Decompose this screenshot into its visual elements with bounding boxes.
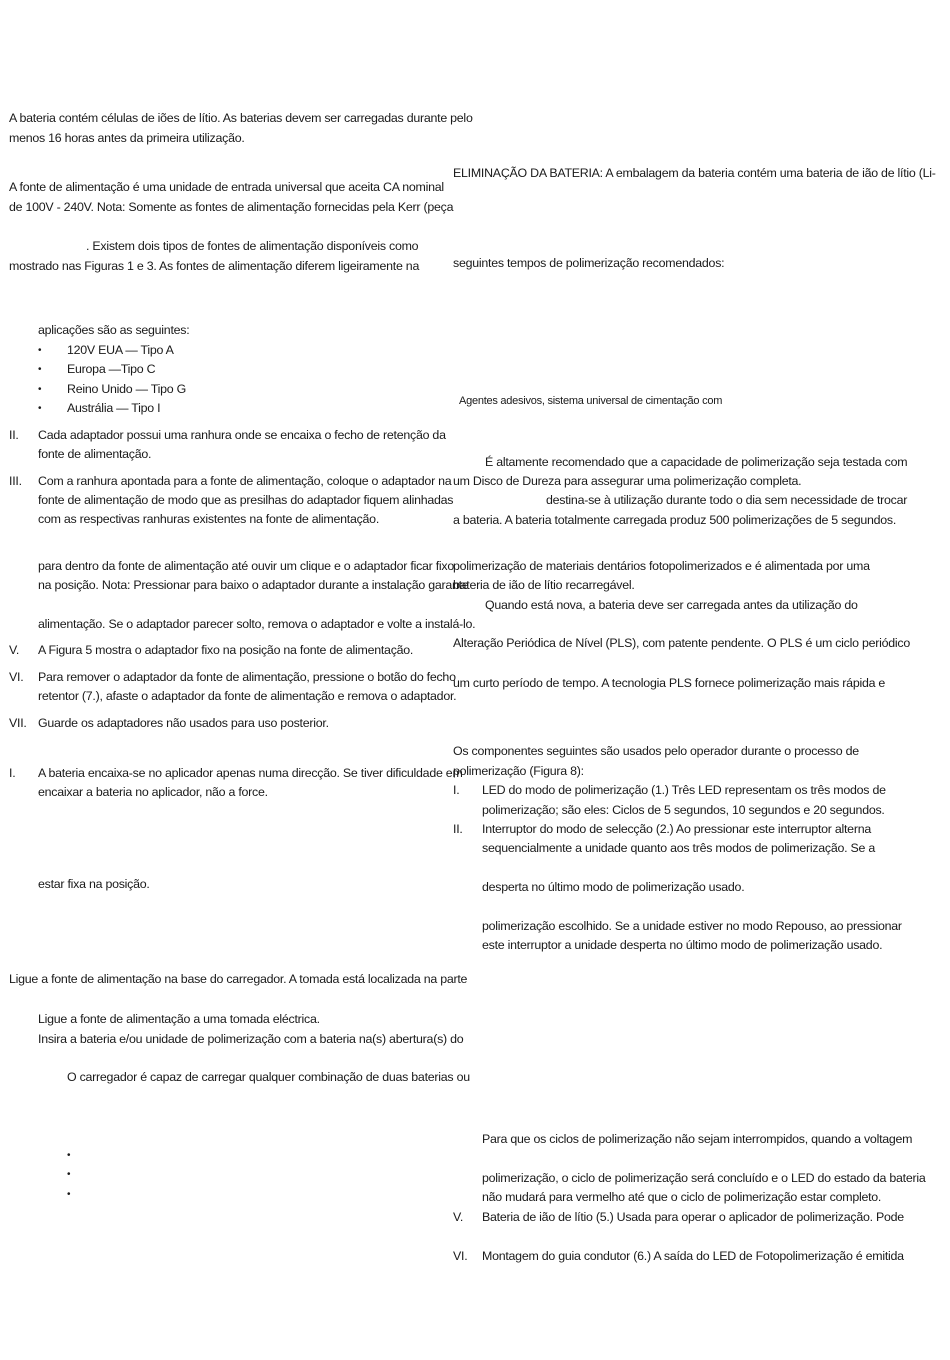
- text-line: aplicações são as seguintes:: [38, 323, 190, 337]
- text-line: Bateria de ião de lítio (5.) Usada para operar o aplicador de polimerização. Pode: [482, 1210, 904, 1224]
- text-line: retentor (7.), afaste o adaptador da fonte de alimentação e remova o adaptador.: [38, 689, 457, 703]
- text-line: Para que os ciclos de polimerização não sejam interrompidos, quando a voltagem: [482, 1132, 913, 1146]
- text-line: de 100V - 240V. Nota: Somente as fontes de alimentação fornecidas pela Kerr (peça: [9, 200, 454, 214]
- text-line: bateria de ião de lítio recarregável.: [453, 578, 635, 592]
- list-number: I.: [9, 766, 16, 780]
- text-line: Guarde os adaptadores não usados para uso posterior.: [38, 716, 329, 730]
- list-item: Europa —Tipo C: [67, 362, 156, 376]
- text-line: Alteração Periódica de Nível (PLS), com patente pendente. O PLS é um ciclo periódico: [453, 636, 910, 650]
- text-line: polimerização escolhido. Se a unidade estiver no modo Repouso, ao pressionar: [482, 919, 902, 933]
- text-line: para dentro da fonte de alimentação até ouvir um clique e o adaptador ficar fixo: [38, 559, 455, 573]
- bullet: •: [38, 364, 42, 375]
- text-line: Quando está nova, a bateria deve ser carregada antes da utilização do: [485, 598, 858, 612]
- text-line: menos 16 horas antes da primeira utilização.: [9, 131, 245, 145]
- text-line: alimentação. Se o adaptador parecer solto, remova o adaptador e volte a instalá-lo.: [38, 617, 476, 631]
- text-line: Montagem do guia condutor (6.) A saída do LED de Fotopolimerização é emitida: [482, 1249, 904, 1263]
- text-line: Insira a bateria e/ou unidade de polimerização com a bateria na(s) abertura(s) do: [38, 1032, 464, 1046]
- text-line: um Disco de Dureza para assegurar uma polimerização completa.: [453, 474, 802, 488]
- text-line: encaixar a bateria no aplicador, não a force.: [38, 785, 268, 799]
- text-line: destina-se à utilização durante todo o dia sem necessidade de trocar: [546, 493, 908, 507]
- text-line: A fonte de alimentação é uma unidade de entrada universal que aceita CA nominal: [9, 180, 444, 194]
- list-item: Reino Unido — Tipo G: [67, 382, 186, 396]
- list-number: VI.: [453, 1249, 468, 1263]
- list-number: II.: [9, 428, 19, 442]
- bullet: •: [67, 1150, 71, 1161]
- text-line: polimerização de materiais dentários fotopolimerizados e é alimentada por uma: [453, 559, 870, 573]
- text-line: na posição. Nota: Pressionar para baixo o adaptador durante a instalação garante: [38, 578, 469, 592]
- text-line: polimerização; são eles: Ciclos de 5 segundos, 10 segundos e 20 segundos.: [482, 803, 885, 817]
- text-line: seguintes tempos de polimerização recomendados:: [453, 256, 725, 270]
- text-line: Ligue a fonte de alimentação na base do carregador. A tomada está localizada na parte: [9, 972, 468, 986]
- text-line: O carregador é capaz de carregar qualquer combinação de duas baterias ou: [67, 1070, 470, 1084]
- list-number: VI.: [9, 670, 24, 684]
- bullet: •: [38, 384, 42, 395]
- text-line: É altamente recomendado que a capacidade de polimerização seja testada com: [485, 455, 908, 469]
- bullet: •: [38, 403, 42, 414]
- text-line: A bateria encaixa-se no aplicador apenas numa direcção. Se tiver dificuldade em: [38, 766, 463, 780]
- list-number: II.: [453, 822, 463, 836]
- text-line: ELIMINAÇÃO DA BATERIA: A embalagem da bateria contém uma bateria de ião de lítio (Li-: [453, 166, 936, 180]
- list-number: V.: [9, 643, 20, 657]
- text-line: este interruptor a unidade desperta no último modo de polimerização usado.: [482, 938, 883, 952]
- list-number: V.: [453, 1210, 464, 1224]
- list-number: III.: [9, 474, 22, 488]
- list-number: I.: [453, 783, 460, 797]
- text-line: A Figura 5 mostra o adaptador fixo na posição na fonte de alimentação.: [38, 643, 414, 657]
- text-line: A bateria contém células de iões de lítio. As baterias devem ser carregadas durante pelo: [9, 111, 473, 125]
- text-line: Interruptor do modo de selecção (2.) Ao pressionar este interruptor alterna: [482, 822, 871, 836]
- text-line: Para remover o adaptador da fonte de alimentação, pressione o botão do fecho: [38, 670, 456, 684]
- text-line: Com a ranhura apontada para a fonte de alimentação, coloque o adaptador na: [38, 474, 452, 488]
- text-line: Cada adaptador possui uma ranhura onde se encaixa o fecho de retenção da: [38, 428, 446, 442]
- bullet: •: [67, 1169, 71, 1180]
- text-line: sequencialmente a unidade quanto aos três modos de polimerização. Se a: [482, 841, 876, 855]
- text-line: desperta no último modo de polimerização usado.: [482, 880, 745, 894]
- list-item: 120V EUA — Tipo A: [67, 343, 174, 357]
- text-line: Ligue a fonte de alimentação a uma tomada eléctrica.: [38, 1012, 320, 1026]
- text-line: com as respectivas ranhuras existentes na fonte de alimentação.: [38, 512, 380, 526]
- list-number: VII.: [9, 716, 27, 730]
- text-line: estar fixa na posição.: [38, 877, 150, 891]
- text-line: a bateria. A bateria totalmente carregada produz 500 polimerizações de 5 segundos.: [453, 513, 897, 527]
- text-line: um curto período de tempo. A tecnologia PLS fornece polimerização mais rápida e: [453, 676, 886, 690]
- list-item: Austrália — Tipo I: [67, 401, 161, 415]
- text-line: Agentes adesivos, sistema universal de cimentação com: [459, 395, 723, 407]
- bullet: •: [67, 1189, 71, 1200]
- text-line: . Existem dois tipos de fontes de alimentação disponíveis como: [86, 239, 419, 253]
- text-line: Os componentes seguintes são usados pelo operador durante o processo de: [453, 744, 859, 758]
- text-line: não mudará para vermelho até que o ciclo de polimerização estar completo.: [482, 1190, 882, 1204]
- text-line: polimerização (Figura 8):: [453, 764, 584, 778]
- text-line: fonte de alimentação de modo que as presilhas do adaptador fiquem alinhadas: [38, 493, 454, 507]
- text-line: polimerização, o ciclo de polimerização será concluído e o LED do estado da bateria: [482, 1171, 926, 1185]
- bullet: •: [38, 345, 42, 356]
- text-line: LED do modo de polimerização (1.) Três LED representam os três modos de: [482, 783, 886, 797]
- text-line: fonte de alimentação.: [38, 447, 152, 461]
- text-line: mostrado nas Figuras 1 e 3. As fontes de alimentação diferem ligeiramente na: [9, 259, 420, 273]
